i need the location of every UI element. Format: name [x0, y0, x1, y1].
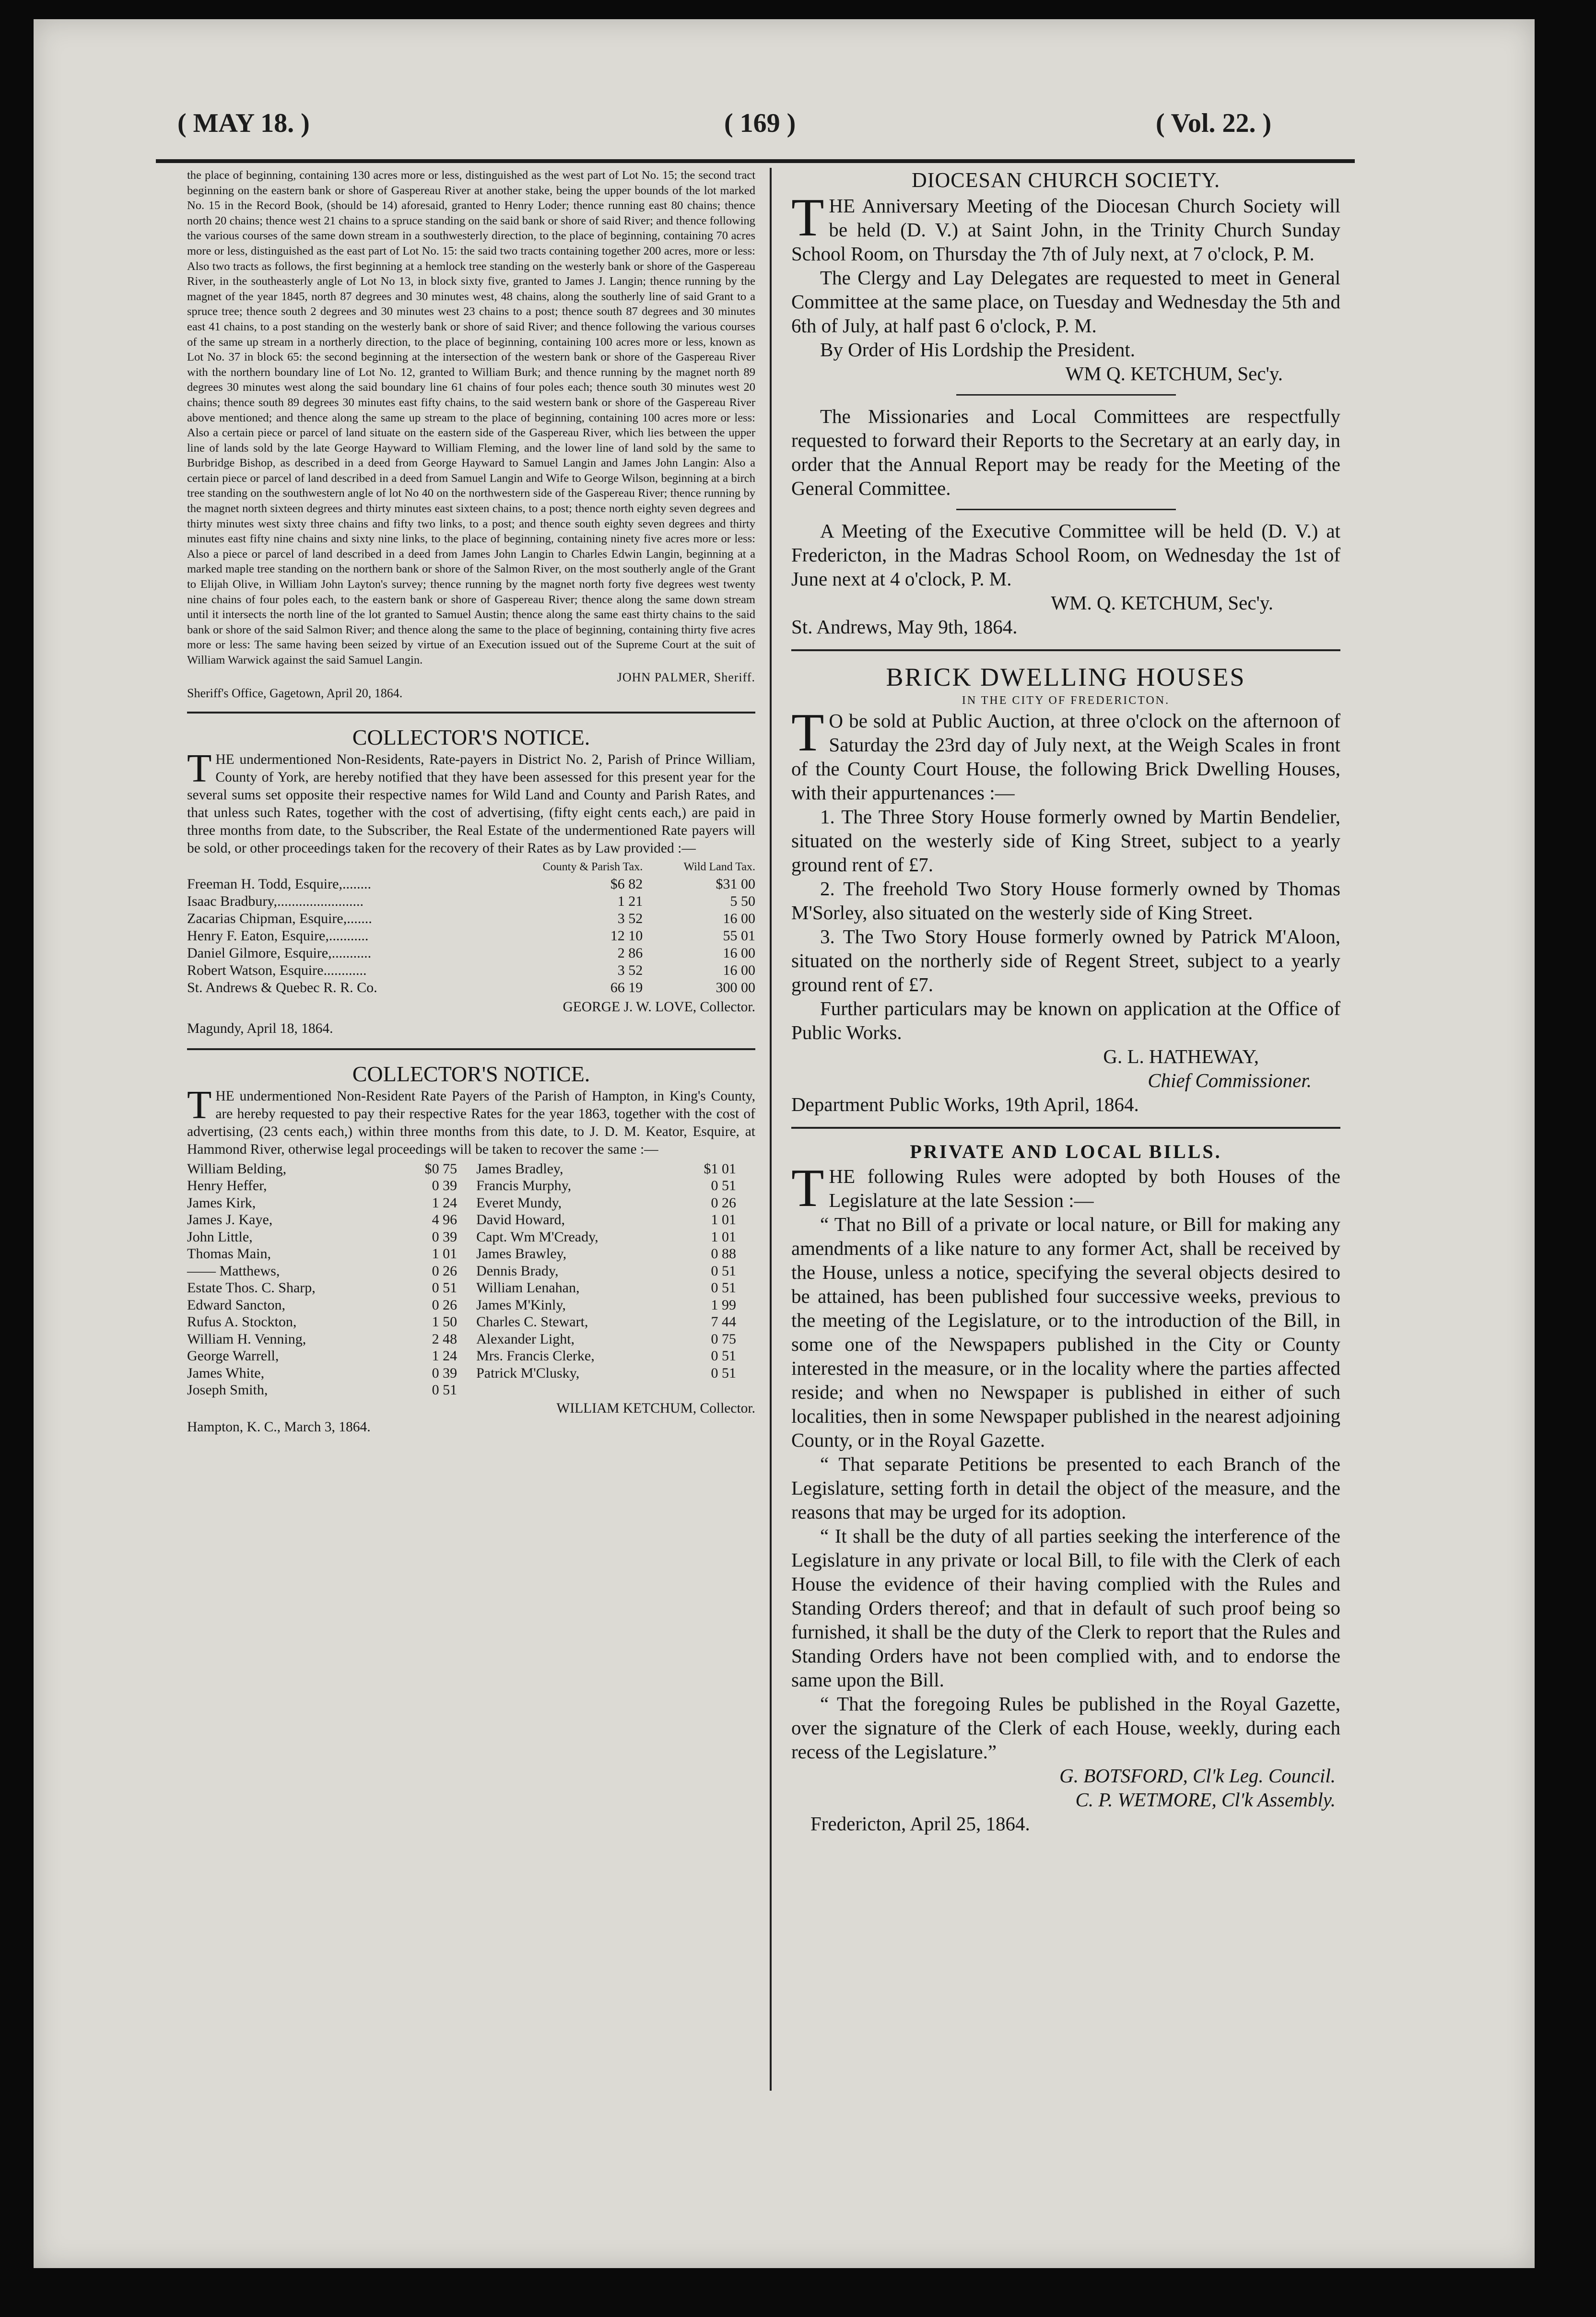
column-header: Wild Land Tax.	[683, 860, 755, 873]
ratepayer-name: Robert Watson, Esquire............	[187, 962, 367, 978]
tax-table	[187, 858, 755, 996]
section-title: BRICK DWELLING HOUSES	[886, 663, 1246, 691]
rate-amount: 0 51	[432, 1382, 458, 1398]
ratepayer-table	[187, 1160, 755, 1399]
header-page-number: ( 169 )	[724, 108, 796, 138]
table-row	[187, 1177, 755, 1194]
collector-notice-body: HE undermentioned Non-Resident Rate Payers of the Parish of Hampton, in King's County, are hereby requested to pay their respective Rates for the year 1863, together with the cost of advertising, (23 cents each,) within three months from this date, to J. D. M. Keator, Esquire, at Hammond River, otherwise legal proceedings will be taken to recover the same :—	[187, 1088, 755, 1157]
notice-paragraph: The Clergy and Lay Delegates are requested to meet in General Committee at the same place, on Tuesday and Wednesday the 5th and 6th of July, at half past 6 o'clock, P. M.	[791, 267, 1340, 337]
ratepayer-name: George Warrell,	[187, 1348, 279, 1364]
ratepayer-name: Everet Mundy,	[476, 1194, 562, 1211]
rate-amount: $1 01	[704, 1160, 736, 1177]
collector-signature: WILLIAM KETCHUM, Collector.	[556, 1400, 755, 1416]
collector-notice-title: COLLECTOR'S NOTICE.	[352, 1061, 590, 1086]
collector-date: Hampton, K. C., March 3, 1864.	[187, 1419, 371, 1435]
ratepayer-name: James Kirk,	[187, 1194, 256, 1211]
rate-amount: 1 01	[432, 1246, 458, 1262]
ratepayer-name: Daniel Gilmore, Esquire,...........	[187, 945, 372, 961]
rate-amount: 7 44	[711, 1314, 736, 1330]
county-tax: 66 19	[610, 979, 643, 995]
county-tax: 2 86	[617, 945, 643, 961]
table-row	[187, 1194, 755, 1212]
ratepayer-name: —— Matthews,	[187, 1263, 280, 1279]
ratepayer-name: William Belding,	[187, 1160, 287, 1177]
wild-land-tax: 5 50	[730, 893, 755, 909]
wild-land-tax: 16 00	[723, 910, 755, 926]
column-rule	[770, 168, 772, 2091]
rate-amount: 1 99	[711, 1297, 736, 1313]
ratepayer-name: Freeman H. Todd, Esquire,........	[187, 876, 371, 892]
ratepayer-name: Joseph Smith,	[187, 1382, 268, 1398]
divider	[187, 1048, 755, 1050]
notice-date: Department Public Works, 19th April, 1864.	[791, 1093, 1139, 1115]
county-tax: 1 21	[617, 893, 643, 909]
notice-paragraph: “ It shall be the duty of all parties seeking the interference of the Legislature in any private or local Bill, to file with the Clerk of each House the evidence of their having complied with the Rules and Standing Orders thereof; and that in default of such proof being so furnished, it shall be the duty of the Clerk to report that the Rules and Standing Orders have not been complied with, and to endorse the same upon the Bill.	[791, 1525, 1340, 1691]
rate-amount: 2 48	[432, 1331, 458, 1347]
drop-cap: T	[791, 1158, 824, 1218]
table-row	[187, 945, 755, 962]
sheriff-date: Sheriff's Office, Gagetown, April 20, 1864.	[187, 686, 403, 701]
notice-paragraph: “ That separate Petitions be presented to each Branch of the Legislature, setting forth in detail the object of the measure, and the reasons that may be urged for its adoption.	[791, 1453, 1340, 1523]
private-and-local-bills-notice	[791, 1139, 1340, 1836]
drop-cap: T	[187, 1082, 212, 1127]
notice-paragraph: O be sold at Public Auction, at three o'clock on the afternoon of Saturday the 23rd day of July next, at the Weigh Scales in front of the County Court House, the following Brick Dwelling Houses, with their appurtenances :—	[791, 710, 1340, 804]
table-row	[187, 1347, 755, 1365]
short-divider	[956, 394, 1176, 396]
rate-amount: 0 75	[711, 1331, 736, 1347]
rate-amount: 0 39	[432, 1229, 458, 1245]
divider	[791, 1127, 1340, 1129]
ratepayer-name: Henry F. Eaton, Esquire,...........	[187, 927, 369, 944]
rate-amount	[672, 1381, 755, 1399]
column-header: County & Parish Tax.	[542, 860, 643, 873]
county-tax: 3 52	[617, 910, 643, 926]
section-title: PRIVATE AND LOCAL BILLS.	[910, 1141, 1222, 1162]
section-subtitle: IN THE CITY OF FREDERICTON.	[962, 694, 1170, 707]
wild-land-tax: $31 00	[716, 876, 755, 892]
ratepayer-name: William Lenahan,	[476, 1280, 580, 1296]
signature: G. BOTSFORD, Cl'k Leg. Council.	[1059, 1765, 1336, 1787]
collector-notice-body: HE undermentioned Non-Residents, Rate-payers in District No. 2, Parish of Prince William, County of York, are hereby notified that they have been assessed for this present year for the several sums set opposite their respective names for Wild Land and County and Parish Rates, and that unless such Rates, together with the cost of advertising, (fifty eight cents each,) are paid in three months from date, to the Subscriber, the Real Estate of the undermentioned Rate payers will be sold, or other proceedings taken for the recovery of their Rates as by Law provided :—	[187, 751, 755, 856]
ratepayer-name: James Brawley,	[476, 1246, 567, 1262]
table-row	[187, 876, 755, 893]
header-rule	[156, 159, 1355, 163]
ratepayer-name: James White,	[187, 1365, 265, 1381]
ratepayer-name: Charles C. Stewart,	[476, 1314, 588, 1330]
ratepayer-name: Mrs. Francis Clerke,	[476, 1348, 595, 1364]
notice-paragraph: “ That the foregoing Rules be published in the Royal Gazette, over the signature of the Clerk of each House, weekly, during each recess of the Legislature.”	[791, 1693, 1340, 1763]
ratepayer-name: Thomas Main,	[187, 1246, 271, 1262]
brick-dwelling-houses-notice	[791, 662, 1340, 1116]
table-row	[187, 1211, 755, 1229]
signature: WM. Q. KETCHUM, Sec'y.	[1051, 592, 1273, 614]
ratepayer-name: David Howard,	[476, 1212, 565, 1228]
table-row	[187, 1160, 755, 1178]
notice-paragraph: The Missionaries and Local Committees are respectfully requested to forward their Reports to the Secretary at an early day, in order that the Annual Report may be ready for the Meeting of the General Committee.	[791, 405, 1340, 499]
ratepayer-name: Alexander Light,	[476, 1331, 575, 1347]
notice-date: Fredericton, April 25, 1864.	[810, 1813, 1030, 1835]
ratepayer-name: Rufus A. Stockton,	[187, 1314, 297, 1330]
ratepayer-name: Estate Thos. C. Sharp,	[187, 1280, 316, 1296]
header-date: ( MAY 18. )	[177, 108, 310, 138]
sheriff-sale-body: the place of beginning, containing 130 acres more or less, distinguished as the west part of Lot No. 15; the second tract beginning on the eastern bank or shore of Gaspereau River at another stake, being the upper bounds of the lot marked No. 15 in the Record Book, (should be 14) aforesaid, granted to Henry Loder; thence running east 80 chains; thence north 20 chains; thence west 21 chains to a spruce standing on the said bank or shore of said River; and thence following the various courses of the same down stream in a southwesterly direction, to the place of beginning, containing 70 acres more or less, distinguished as the east part of Lot No. 15: the said two tracts containing together 200 acres, more or less: Also two tracts as follows, the first beginning at a hemlock tree standing on the westerly bank or shore of the Gaspereau River, in the southeasterly angle of Lot No 13, in block sixty five, granted to James J. Langin; thence running by the magnet of the year 1845, north 87 degrees and 30 minutes west, 48 chains, along the southerly line of said Grant to a spruce tree; thence south 2 degrees and 30 minutes west 23 chains to a post; thence south 87 degrees and 30 minutes east 41 chains, to a post standing on the westerly bank or shore of said River; and thence following the various courses of the same up stream in a northerly direction, to the place of beginning, containing 100 acres more or less, known as Lot No. 37 in block 65: the second beginning at the intersection of the western bank or shore of the Gaspereau River with the northern boundary line of Lot No. 12, granted to William Burk; and thence running by the magnet north 89 degrees 30 minutes west along the said boundary line 61 chains of four poles each; thence south 30 minutes west 20 chains; thence south 89 degrees 30 minutes east fifty chains, to the said western bank or shore of the Gaspereau River above mentioned; and thence along the same up stream to the place of beginning, containing 100 acres more or less: Also a certain piece or parcel of land situate on the eastern side of the Gaspereau River, which lies between the upper line of lands sold by the late George Hayward to William Fleming, and the lower line of land sold by the same to Burbridge Bishop, as described in a deed from George Hayward to Samuel Langin and James John Langin: Also a certain piece or parcel of land described in a deed from Samuel Langin and Wife to George Wilson, beginning at a birch tree standing on the southwestern angle of lot No 40 on the northwestern side of the Gaspereau River; thence running by the magnet north sixteen degrees and thirty minutes east sixteen chains, to a post; thence north eighty seven degrees and thirty minutes west sixty three chains and fifty two links, to a post; and thence south eighty seven degrees and thirty minutes east fifty nine chains and sixty nine links, to the place of beginning, containing ninety five acres more or less: Also a piece or parcel of land described in a deed from James John Langin to Charles Edwin Langin, beginning at a marked maple tree standing on the northern bank or shore of the Salmon River, on the most southerly angle of the Grant to Elijah Olive, in William John Layton's survey; thence running by the magnet north forty five degrees west twenty nine chains of four poles each, to the eastern bank or shore of Gaspereau River; thence along the same down stream until it intersects the north line of the lot granted to Samuel Austin; thence along the same east thirty chains to the said bank or shore of the said Salmon River; and thence along the same to the place of beginning, containing thirty five acres more or less: The same having been seized by virtue of an Execution issued out of the Supreme Court at the suit of William Warwick against the said Samuel Langin.	[187, 169, 755, 667]
table-row	[187, 1365, 755, 1382]
table-row	[187, 979, 755, 996]
header-volume: ( Vol. 22. )	[1156, 108, 1272, 138]
ratepayer-name: St. Andrews & Quebec R. R. Co.	[187, 979, 377, 995]
collector-signature: GEORGE J. W. LOVE, Collector.	[563, 999, 755, 1015]
table-row	[187, 1331, 755, 1348]
table-row	[187, 962, 755, 979]
sheriff-signature: JOHN PALMER, Sheriff.	[617, 670, 755, 684]
list-item: 3. The Two Story House formerly owned by Patrick M'Aloon, situated on the northerly side of Regent Street, subject to a yearly ground rent of £7.	[791, 925, 1340, 995]
rate-amount: 4 96	[432, 1212, 458, 1228]
rate-amount: 0 51	[711, 1263, 736, 1279]
rate-amount: 1 24	[432, 1348, 458, 1364]
table-row	[187, 1229, 755, 1246]
ratepayer-name: Isaac Bradbury,........................	[187, 893, 364, 909]
ratepayer-name: James J. Kaye,	[187, 1212, 273, 1228]
ratepayer-name: James Bradley,	[476, 1160, 563, 1177]
rate-amount: 0 39	[432, 1178, 458, 1194]
newspaper-page	[34, 19, 1535, 2268]
table-row	[187, 893, 755, 910]
notice-paragraph: “ That no Bill of a private or local nature, or Bill for making any amendments of a like nature to any former Act, shall be received by the House, unless a notice, specifying the several objects desired to be attained, has been published four successive weeks, previous to the meeting of the Legislature, or to the introduction of the Bill, in some one of the Newspapers published in the City or County interested in the measure, or in the locality where the parties affected reside; and when no Newspaper is published in either of such localities, then in some Newspaper published in the nearest adjoining County, or in the Royal Gazette.	[791, 1213, 1340, 1451]
short-divider	[956, 509, 1176, 510]
divider	[791, 649, 1340, 651]
collector-notice-hampton	[187, 1061, 755, 1436]
rate-amount: 0 51	[711, 1178, 736, 1194]
rate-amount: 1 24	[432, 1194, 458, 1211]
county-tax: $6 82	[610, 876, 643, 892]
rate-amount: 0 26	[432, 1263, 458, 1279]
wild-land-tax: 16 00	[723, 962, 755, 978]
rate-amount: 0 51	[711, 1348, 736, 1364]
collector-notice-york	[187, 724, 755, 1038]
rate-amount: 1 01	[711, 1229, 736, 1245]
diocesan-church-society-notice	[791, 167, 1340, 639]
signature: WM Q. KETCHUM, Sec'y.	[1065, 363, 1283, 385]
collector-notice-title: COLLECTOR'S NOTICE.	[352, 725, 590, 749]
drop-cap: T	[187, 746, 212, 791]
wild-land-tax: 16 00	[723, 945, 755, 961]
right-column	[791, 167, 1340, 1836]
ratepayer-name: John Little,	[187, 1229, 253, 1245]
notice-paragraph: HE Anniversary Meeting of the Diocesan Church Society will be held (D. V.) at Saint John, in the Trinity Church Sunday School Room, on Thursday the 7th of July next, at 7 o'clock, P. M.	[791, 195, 1340, 265]
ratepayer-name	[476, 1381, 672, 1399]
ratepayer-name: William H. Venning,	[187, 1331, 306, 1347]
rate-amount: 1 50	[432, 1314, 458, 1330]
table-row	[187, 927, 755, 945]
left-column	[187, 168, 755, 1436]
rate-amount: 0 39	[432, 1365, 458, 1381]
ratepayer-name: Zacarias Chipman, Esquire,.......	[187, 910, 372, 926]
rate-amount: 0 26	[432, 1297, 458, 1313]
ratepayer-name: Francis Murphy,	[476, 1178, 572, 1194]
notice-paragraph: A Meeting of the Executive Committee will be held (D. V.) at Fredericton, in the Madras School Room, on Wednesday the 1st of June next at 4 o'clock, P. M.	[791, 520, 1340, 590]
collector-date: Magundy, April 18, 1864.	[187, 1020, 333, 1036]
rate-amount: $0 75	[424, 1160, 458, 1177]
county-tax: 3 52	[617, 962, 643, 978]
divider	[187, 712, 755, 714]
table-row	[187, 1263, 755, 1280]
wild-land-tax: 55 01	[723, 927, 755, 944]
ratepayer-name: James M'Kinly,	[476, 1297, 566, 1313]
section-title: DIOCESAN CHURCH SOCIETY.	[912, 168, 1220, 192]
wild-land-tax: 300 00	[716, 979, 755, 995]
ratepayer-name: Capt. Wm M'Cready,	[476, 1229, 598, 1245]
rate-amount: 0 51	[432, 1280, 458, 1296]
ratepayer-name: Patrick M'Clusky,	[476, 1365, 580, 1381]
notice-paragraph: Further particulars may be known on application at the Office of Public Works.	[791, 997, 1340, 1043]
table-row	[187, 1313, 755, 1331]
sheriff-sale-notice	[187, 168, 755, 701]
list-item: 2. The freehold Two Story House formerly owned by Thomas M'Sorley, also situated on the westerly side of King Street.	[791, 878, 1340, 924]
table-row	[187, 1245, 755, 1263]
page-header	[177, 108, 1309, 156]
county-tax: 12 10	[610, 927, 643, 944]
rate-amount: 0 88	[711, 1246, 736, 1262]
rate-amount: 1 01	[711, 1212, 736, 1228]
rate-amount: 0 26	[711, 1194, 736, 1211]
ratepayer-name: Henry Heffer,	[187, 1178, 267, 1194]
signature-title: Chief Commissioner.	[1148, 1069, 1312, 1091]
signature: G. L. HATHEWAY,	[1103, 1045, 1259, 1067]
table-row	[187, 910, 755, 927]
ratepayer-name: Edward Sancton,	[187, 1297, 285, 1313]
drop-cap: T	[791, 188, 824, 247]
rate-amount: 0 51	[711, 1280, 736, 1296]
notice-paragraph: HE following Rules were adopted by both Houses of the Legislature at the late Session :—	[829, 1165, 1340, 1211]
table-row	[187, 1279, 755, 1297]
notice-date: St. Andrews, May 9th, 1864.	[791, 616, 1018, 638]
table-row	[187, 1297, 755, 1314]
signature: C. P. WETMORE, Cl'k Assembly.	[1075, 1789, 1336, 1811]
notice-paragraph: By Order of His Lordship the President.	[820, 339, 1136, 361]
ratepayer-name: Dennis Brady,	[476, 1263, 559, 1279]
table-row	[187, 1381, 755, 1399]
list-item: 1. The Three Story House formerly owned by Martin Bendelier, situated on the westerly side of King Street, subject to a yearly ground rent of £7.	[791, 806, 1340, 876]
drop-cap: T	[791, 703, 824, 762]
rate-amount: 0 51	[711, 1365, 736, 1381]
